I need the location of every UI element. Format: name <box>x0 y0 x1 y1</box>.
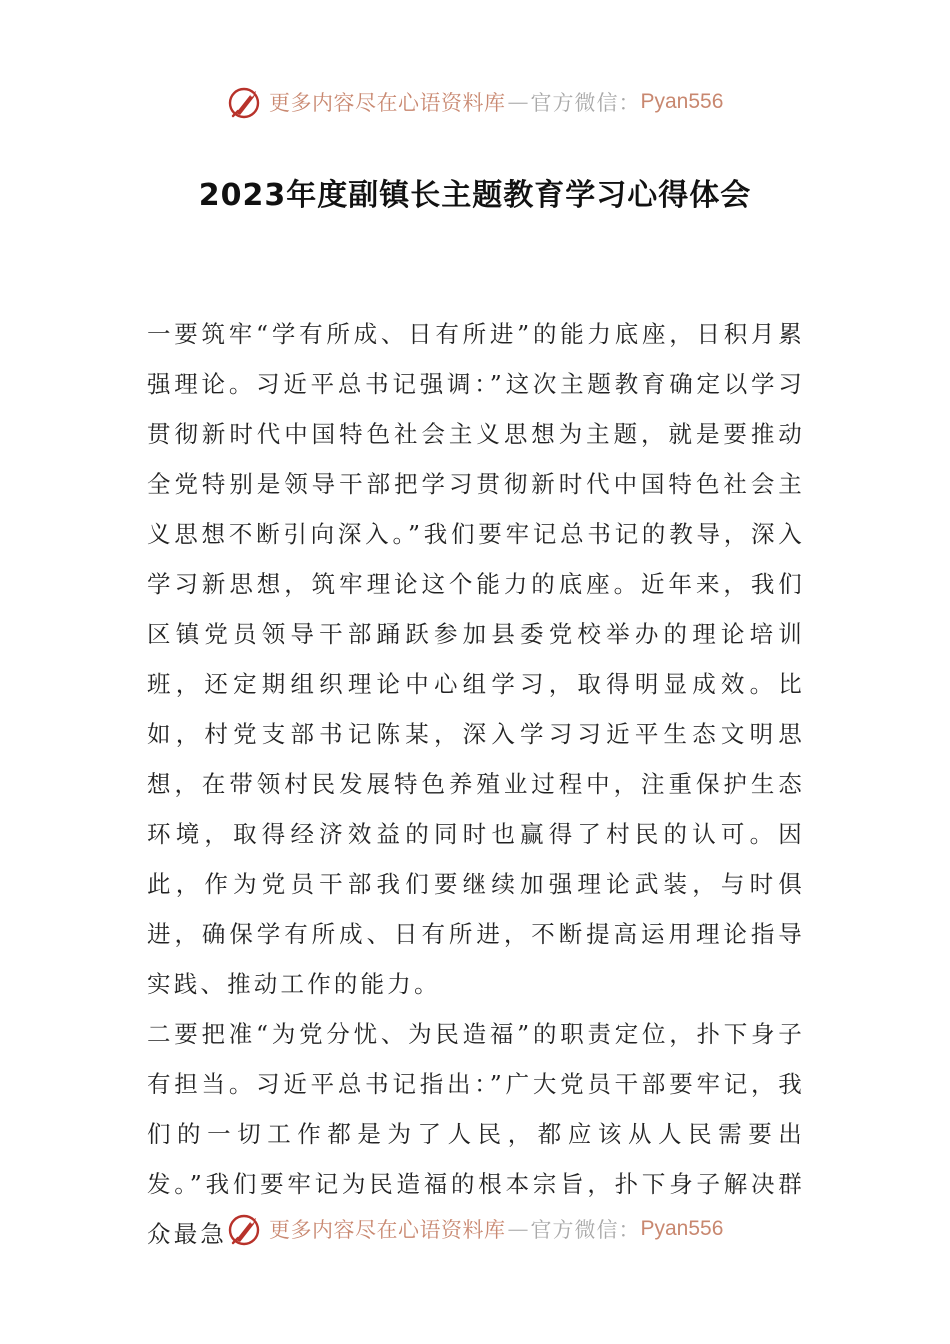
banner-text: 更多内容尽在心语资料库 <box>269 91 506 115</box>
footer-banner <box>225 1207 723 1251</box>
banner-dash: — <box>507 1217 529 1241</box>
document-body <box>147 309 805 1259</box>
banner-wechat-id: Pyan556 <box>640 1217 724 1240</box>
pen-nib-logo-icon <box>225 1209 265 1249</box>
banner-wechat-label: 官方微信： <box>530 91 641 115</box>
document-title: 2023年度副镇长主题教育学习心得体会 <box>198 178 752 213</box>
banner-text: 更多内容尽在心语资料库 <box>269 1218 506 1242</box>
banner-wechat-id: Pyan556 <box>640 90 724 113</box>
header-banner <box>225 80 723 124</box>
banner-dash: — <box>507 90 529 114</box>
pen-nib-logo-icon <box>225 82 265 122</box>
paragraph-1: 一要筑牢“学有所成、日有所进”的能力底座，日积月累强理论。习近平总书记强调：”这次主题教育确定以学习贯彻新时代中国特色社会主义思想为主题，就是要推动全党特别是领导干部把学习贯彻新时代中国特色社会主义思想不断引向深入。”我们要牢记总书记的教导，深入学习新思想，筑牢理论这个能力的底座。近年来，我们区镇党员领导干部踊跃参加县委党校举办的理论培训班，还定期组织理论中心组学习，取得明显成效。比如，村党支部书记陈某，深入学习习近平生态文明思想，在带领村民发展特色养殖业过程中，注重保护生态环境，取得经济效益的同时也赢得了村民的认可。因此，作为党员干部我们要继续加强理论武装，与时俱进，确保学有所成、日有所进，不断提高运用理论指导实践、推动工作的能力。 <box>147 320 805 998</box>
paragraph-2: 二要把准“为党分忧、为民造福”的职责定位，扑下身子有担当。习近平总书记指出：”广大党员干部要牢记，我们的一切工作都是为了人民，都应该从人民需要出发。”我们要牢记为民造福的根本宗旨，扑下身子解决群众最急 <box>147 1020 805 1248</box>
banner-wechat-label: 官方微信： <box>530 1218 641 1242</box>
